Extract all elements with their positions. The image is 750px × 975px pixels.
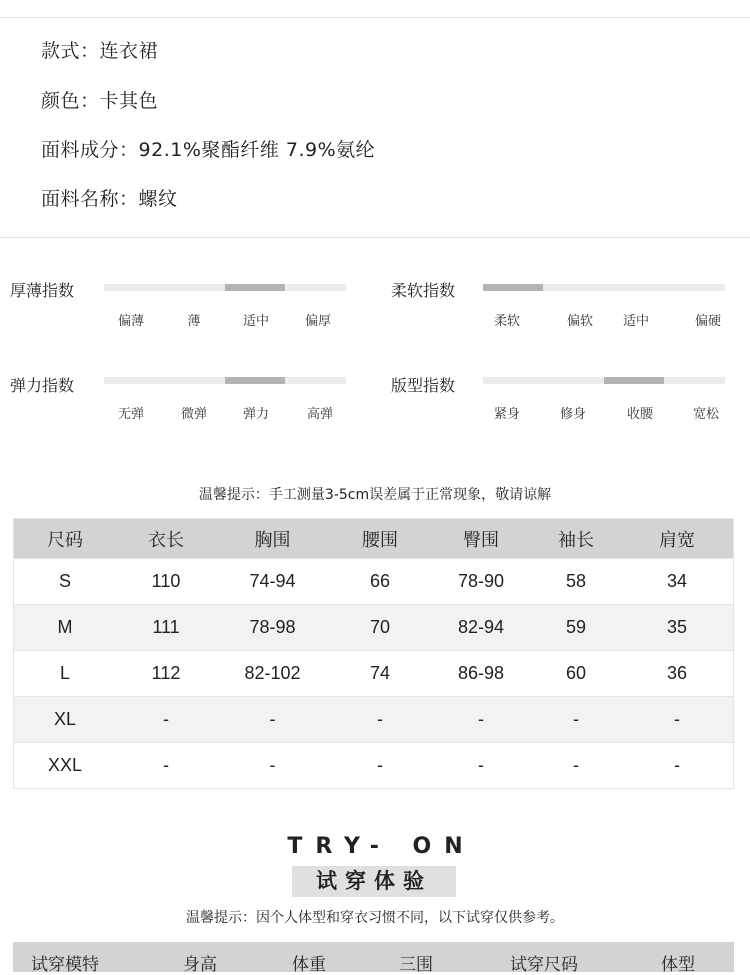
header-hip: 臀围 [431,519,531,559]
cell: - [621,697,734,743]
top-divider [0,17,750,18]
header-length: 衣长 [116,519,216,559]
size-table [13,518,734,789]
cell: 74 [329,651,431,697]
header-weight: 体重 [292,955,326,975]
header-waist: 腰围 [329,519,431,559]
cell: - [329,743,431,789]
cell: - [116,743,216,789]
attr-color-value: 卡其色 [99,90,159,112]
elasticity-index-track [104,377,346,384]
attr-fabric-name-label: 面料名称： [41,188,139,210]
header-height: 身高 [183,955,217,975]
cell: - [621,743,734,789]
attr-style-label: 款式： [41,40,100,62]
table-row [14,605,734,651]
tryon-note: 温馨提示：因个人体型和穿衣习惯不同，以下试穿仅供参考。 [186,910,564,926]
cell: 82-94 [431,605,531,651]
table-row [14,559,734,605]
cell: 34 [621,559,734,605]
cell: 35 [621,605,734,651]
header-sleeve: 袖长 [531,519,621,559]
cell-size: M [14,605,117,651]
softness-tick: 偏硬 [694,314,722,329]
cell: 112 [116,651,216,697]
cell: 60 [531,651,621,697]
cell: - [329,697,431,743]
thickness-index-track [104,284,346,291]
attr-style-value: 连衣裙 [99,40,159,62]
cell: 82-102 [216,651,329,697]
thickness-tick: 偏厚 [304,314,332,329]
cell-size: L [14,651,117,697]
attr-fabric-composition [41,135,375,162]
fit-tick: 修身 [559,407,587,422]
elasticity-tick: 微弹 [180,407,208,422]
attr-fabric-name-value: 螺纹 [138,188,178,210]
cell-size: XXL [14,743,117,789]
softness-index-fill [483,284,543,291]
attr-color [41,86,158,113]
table-row [14,651,734,697]
cell: - [531,743,621,789]
size-note: 温馨提示：手工测量3-5cm误差属于正常现象，敬请谅解 [198,487,552,503]
header-tried-size: 试穿尺码 [510,955,578,975]
table-row [14,743,734,789]
softness-index-track [483,284,725,291]
cell: 86-98 [431,651,531,697]
tryon-title: TRY- ON [287,834,476,859]
elasticity-index-label: 弹力指数 [10,376,75,395]
cell: - [216,743,329,789]
fit-index-label: 版型指数 [391,376,456,395]
cell: 111 [116,605,216,651]
attributes-divider [0,237,750,238]
elasticity-tick: 无弹 [117,407,145,422]
cell: - [531,697,621,743]
thickness-index-fill [225,284,285,291]
cell-size: S [14,559,117,605]
softness-tick: 柔软 [493,314,521,329]
header-model: 试穿模特 [31,955,99,975]
cell: 58 [531,559,621,605]
attr-fabric-composition-value: 92.1%聚酯纤维 7.9%氨纶 [138,139,376,161]
tryon-subtitle: 试穿体验 [292,866,456,897]
elasticity-tick: 弹力 [242,407,270,422]
cell: 78-98 [216,605,329,651]
cell-size: XL [14,697,117,743]
fit-tick: 宽松 [692,407,720,422]
cell: - [216,697,329,743]
cell: 110 [116,559,216,605]
attr-color-label: 颜色： [41,90,100,112]
thickness-index-label: 厚薄指数 [10,281,75,300]
header-bust: 胸围 [216,519,329,559]
cell: - [116,697,216,743]
cell: 59 [531,605,621,651]
softness-tick: 适中 [622,314,650,329]
softness-tick: 偏软 [566,314,594,329]
tryon-table-header [13,942,734,975]
cell: - [431,743,531,789]
thickness-tick: 适中 [242,314,270,329]
header-measurements: 三围 [399,955,433,975]
cell: 74-94 [216,559,329,605]
thickness-tick: 薄 [187,314,201,329]
elasticity-tick: 高弹 [306,407,334,422]
header-size: 尺码 [14,519,117,559]
header-body-type: 体型 [661,955,695,975]
cell: 70 [329,605,431,651]
fit-index-track [483,377,725,384]
table-row [14,697,734,743]
cell: 36 [621,651,734,697]
elasticity-index-fill [225,377,285,384]
cell: 66 [329,559,431,605]
attr-style [41,36,158,63]
thickness-tick: 偏薄 [117,314,145,329]
header-shoulder: 肩宽 [621,519,734,559]
fit-tick: 收腰 [626,407,654,422]
softness-index-label: 柔软指数 [391,281,456,300]
cell: 78-90 [431,559,531,605]
size-table-header [14,519,734,559]
cell: - [431,697,531,743]
attr-fabric-name [41,184,178,211]
attr-fabric-composition-label: 面料成分： [41,139,139,161]
fit-index-fill [604,377,664,384]
fit-tick: 紧身 [493,407,521,422]
